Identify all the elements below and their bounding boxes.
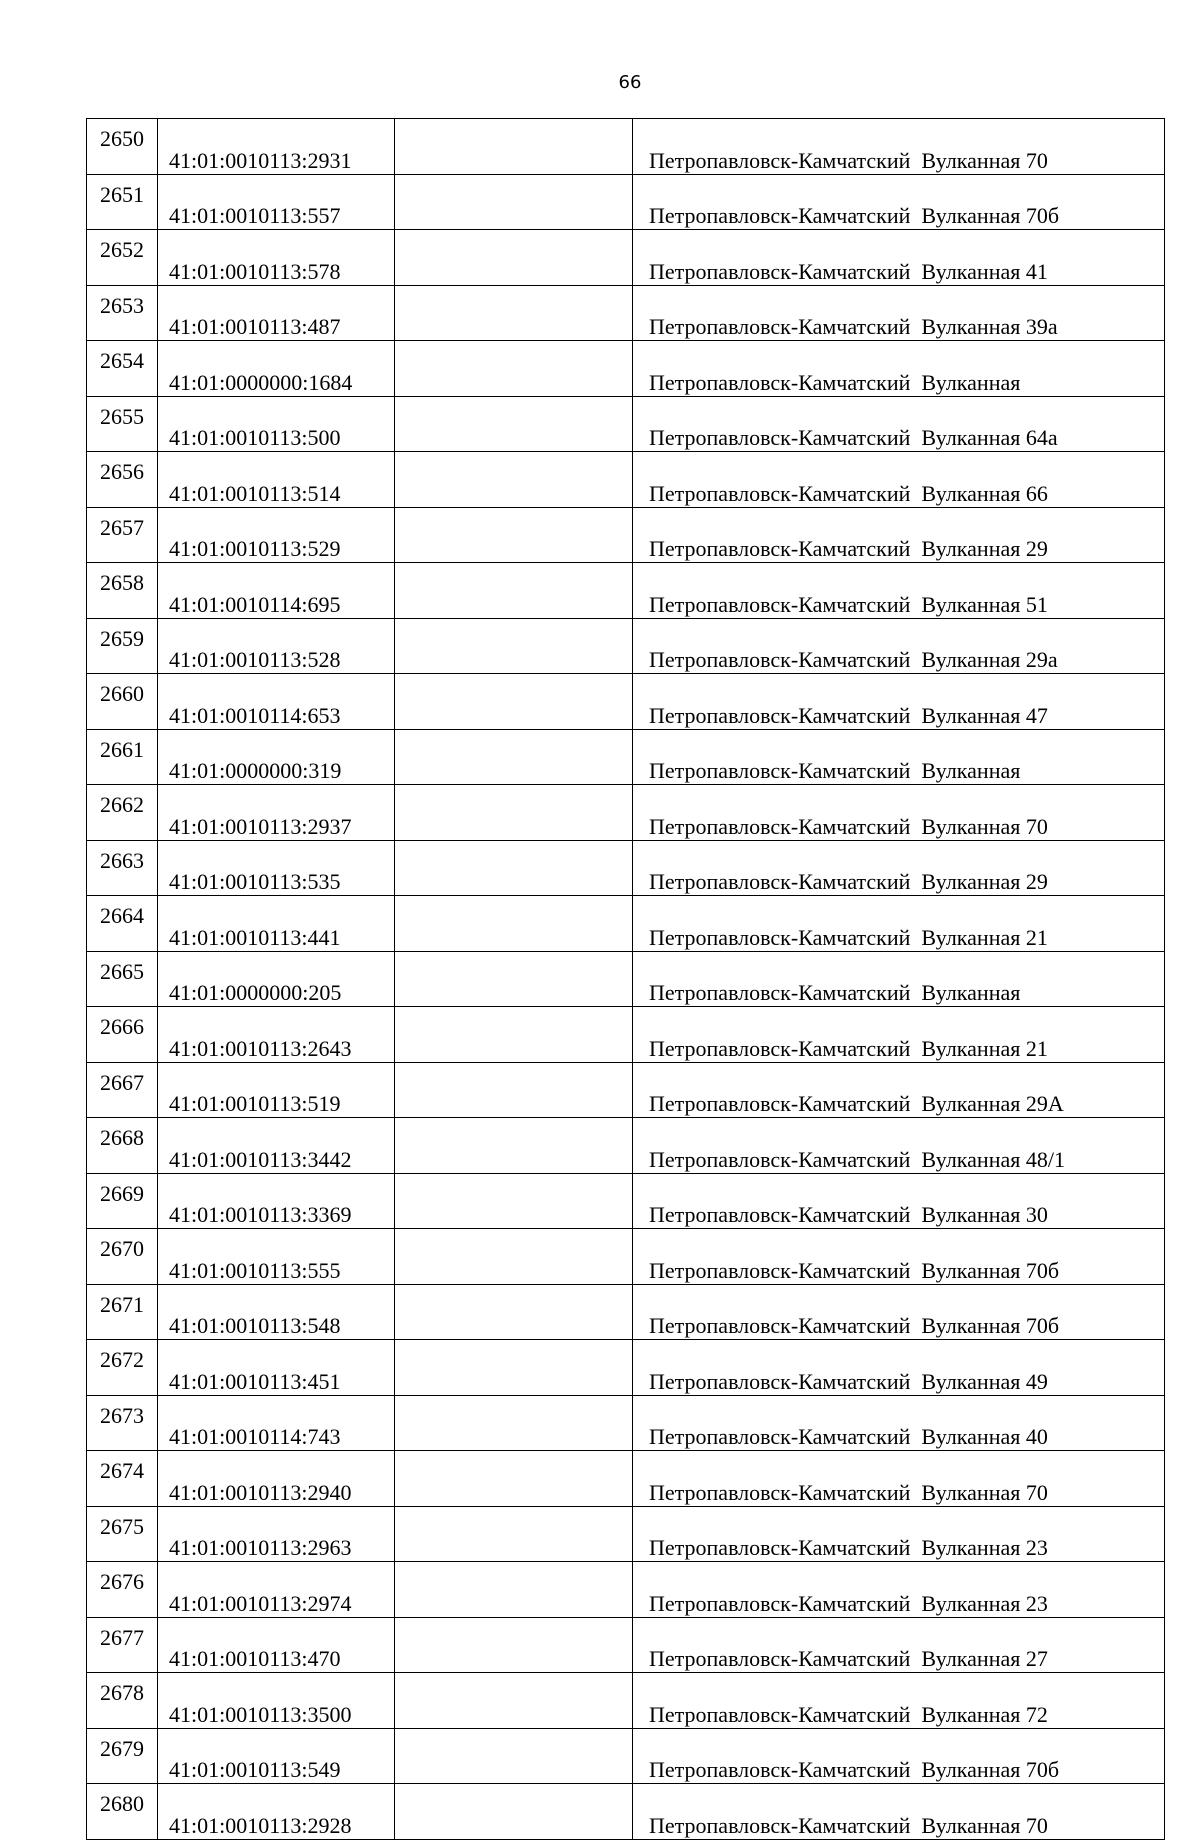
row-number-cell: 2654	[87, 341, 158, 397]
page-number: 66	[618, 72, 642, 93]
address-cell: Петропавловск-Камчатский Вулканная 21	[633, 896, 1165, 952]
row-number-cell: 2665	[87, 951, 158, 1007]
table-row	[87, 1451, 1165, 1507]
cadastral-number-cell: 41:01:0000000:1684	[158, 341, 395, 397]
cadastral-number-cell: 41:01:0010113:2974	[158, 1562, 395, 1618]
empty-cell	[395, 1229, 633, 1285]
cadastral-number-cell: 41:01:0010113:3500	[158, 1673, 395, 1729]
row-number-cell: 2678	[87, 1673, 158, 1729]
address-cell: Петропавловск-Камчатский Вулканная 70б	[633, 174, 1165, 230]
row-number-cell: 2651	[87, 174, 158, 230]
address-cell: Петропавловск-Камчатский Вулканная 29А	[633, 1062, 1165, 1118]
row-number-cell: 2658	[87, 563, 158, 619]
table-row	[87, 1118, 1165, 1174]
table-row	[87, 1728, 1165, 1784]
table-row	[87, 507, 1165, 563]
table-row	[87, 341, 1165, 397]
empty-cell	[395, 674, 633, 730]
empty-cell	[395, 1451, 633, 1507]
table-row	[87, 1673, 1165, 1729]
empty-cell	[395, 1784, 633, 1840]
row-number-cell: 2663	[87, 840, 158, 896]
empty-cell	[395, 1007, 633, 1063]
address-cell: Петропавловск-Камчатский Вулканная	[633, 341, 1165, 397]
row-number-cell: 2677	[87, 1617, 158, 1673]
table-row	[87, 1784, 1165, 1840]
cadastral-number-cell: 41:01:0010113:548	[158, 1284, 395, 1340]
empty-cell	[395, 230, 633, 286]
address-cell: Петропавловск-Камчатский Вулканная 29	[633, 840, 1165, 896]
empty-cell	[395, 951, 633, 1007]
empty-cell	[395, 341, 633, 397]
cadastral-number-cell: 41:01:0010113:2940	[158, 1451, 395, 1507]
table-row	[87, 1395, 1165, 1451]
empty-cell	[395, 452, 633, 508]
address-cell: Петропавловск-Камчатский Вулканная 51	[633, 563, 1165, 619]
table-row	[87, 174, 1165, 230]
row-number-cell: 2660	[87, 674, 158, 730]
row-number-cell: 2653	[87, 285, 158, 341]
empty-cell	[395, 1617, 633, 1673]
row-number-cell: 2680	[87, 1784, 158, 1840]
table-row	[87, 1229, 1165, 1285]
row-number-cell: 2669	[87, 1173, 158, 1229]
table-row	[87, 1617, 1165, 1673]
table-row	[87, 896, 1165, 952]
registry-table-body	[87, 119, 1165, 1840]
address-cell: Петропавловск-Камчатский Вулканная 70	[633, 1451, 1165, 1507]
empty-cell	[395, 840, 633, 896]
address-cell: Петропавловск-Камчатский Вулканная 66	[633, 452, 1165, 508]
cadastral-number-cell: 41:01:0010113:470	[158, 1617, 395, 1673]
table-row	[87, 840, 1165, 896]
table-row	[87, 1562, 1165, 1618]
address-cell: Петропавловск-Камчатский Вулканная 72	[633, 1673, 1165, 1729]
address-cell: Петропавловск-Камчатский Вулканная 23	[633, 1562, 1165, 1618]
table-row	[87, 729, 1165, 785]
empty-cell	[395, 1284, 633, 1340]
row-number-cell: 2679	[87, 1728, 158, 1784]
cadastral-number-cell: 41:01:0010113:441	[158, 896, 395, 952]
address-cell: Петропавловск-Камчатский Вулканная 49	[633, 1340, 1165, 1396]
address-cell: Петропавловск-Камчатский Вулканная 64а	[633, 396, 1165, 452]
address-cell: Петропавловск-Камчатский Вулканная 48/1	[633, 1118, 1165, 1174]
cadastral-number-cell: 41:01:0010113:451	[158, 1340, 395, 1396]
empty-cell	[395, 507, 633, 563]
row-number-cell: 2668	[87, 1118, 158, 1174]
empty-cell	[395, 174, 633, 230]
table-row	[87, 1506, 1165, 1562]
cadastral-number-cell: 41:01:0010113:549	[158, 1728, 395, 1784]
cadastral-number-cell: 41:01:0010113:529	[158, 507, 395, 563]
registry-table	[86, 118, 1165, 1840]
empty-cell	[395, 119, 633, 175]
address-cell: Петропавловск-Камчатский Вулканная 70	[633, 785, 1165, 841]
table-row	[87, 1173, 1165, 1229]
cadastral-number-cell: 41:01:0010113:528	[158, 618, 395, 674]
cadastral-number-cell: 41:01:0010113:535	[158, 840, 395, 896]
empty-cell	[395, 1506, 633, 1562]
table-row	[87, 119, 1165, 175]
cadastral-number-cell: 41:01:0010113:487	[158, 285, 395, 341]
row-number-cell: 2664	[87, 896, 158, 952]
table-row	[87, 1062, 1165, 1118]
cadastral-number-cell: 41:01:0010113:2963	[158, 1506, 395, 1562]
cadastral-number-cell: 41:01:0010113:514	[158, 452, 395, 508]
address-cell: Петропавловск-Камчатский Вулканная 29а	[633, 618, 1165, 674]
cadastral-number-cell: 41:01:0010113:2928	[158, 1784, 395, 1840]
address-cell: Петропавловск-Камчатский Вулканная 23	[633, 1506, 1165, 1562]
address-cell: Петропавловск-Камчатский Вулканная 27	[633, 1617, 1165, 1673]
row-number-cell: 2655	[87, 396, 158, 452]
address-cell: Петропавловск-Камчатский Вулканная 41	[633, 230, 1165, 286]
table-row	[87, 674, 1165, 730]
cadastral-number-cell: 41:01:0000000:205	[158, 951, 395, 1007]
row-number-cell: 2666	[87, 1007, 158, 1063]
address-cell: Петропавловск-Камчатский Вулканная 40	[633, 1395, 1165, 1451]
row-number-cell: 2667	[87, 1062, 158, 1118]
address-cell: Петропавловск-Камчатский Вулканная 47	[633, 674, 1165, 730]
cadastral-number-cell: 41:01:0010113:3442	[158, 1118, 395, 1174]
table-row	[87, 1007, 1165, 1063]
cadastral-number-cell: 41:01:0000000:319	[158, 729, 395, 785]
row-number-cell: 2674	[87, 1451, 158, 1507]
cadastral-number-cell: 41:01:0010114:743	[158, 1395, 395, 1451]
table-row	[87, 285, 1165, 341]
row-number-cell: 2659	[87, 618, 158, 674]
table-row	[87, 230, 1165, 286]
empty-cell	[395, 1173, 633, 1229]
empty-cell	[395, 1395, 633, 1451]
cadastral-number-cell: 41:01:0010114:653	[158, 674, 395, 730]
address-cell: Петропавловск-Камчатский Вулканная 70б	[633, 1229, 1165, 1285]
cadastral-number-cell: 41:01:0010113:519	[158, 1062, 395, 1118]
empty-cell	[395, 1673, 633, 1729]
address-cell: Петропавловск-Камчатский Вулканная 70	[633, 1784, 1165, 1840]
row-number-cell: 2675	[87, 1506, 158, 1562]
row-number-cell: 2656	[87, 452, 158, 508]
table-row	[87, 1340, 1165, 1396]
address-cell: Петропавловск-Камчатский Вулканная	[633, 951, 1165, 1007]
row-number-cell: 2657	[87, 507, 158, 563]
table-row	[87, 563, 1165, 619]
empty-cell	[395, 729, 633, 785]
table-row	[87, 452, 1165, 508]
cadastral-number-cell: 41:01:0010113:555	[158, 1229, 395, 1285]
empty-cell	[395, 563, 633, 619]
row-number-cell: 2650	[87, 119, 158, 175]
empty-cell	[395, 396, 633, 452]
empty-cell	[395, 1118, 633, 1174]
row-number-cell: 2662	[87, 785, 158, 841]
row-number-cell: 2676	[87, 1562, 158, 1618]
cadastral-number-cell: 41:01:0010114:695	[158, 563, 395, 619]
address-cell: Петропавловск-Камчатский Вулканная	[633, 729, 1165, 785]
cadastral-number-cell: 41:01:0010113:2931	[158, 119, 395, 175]
table-row	[87, 951, 1165, 1007]
row-number-cell: 2671	[87, 1284, 158, 1340]
table-row	[87, 1284, 1165, 1340]
empty-cell	[395, 1728, 633, 1784]
row-number-cell: 2670	[87, 1229, 158, 1285]
empty-cell	[395, 618, 633, 674]
cadastral-number-cell: 41:01:0010113:500	[158, 396, 395, 452]
table-row	[87, 785, 1165, 841]
address-cell: Петропавловск-Камчатский Вулканная 29	[633, 507, 1165, 563]
cadastral-number-cell: 41:01:0010113:2937	[158, 785, 395, 841]
empty-cell	[395, 1340, 633, 1396]
address-cell: Петропавловск-Камчатский Вулканная 39а	[633, 285, 1165, 341]
row-number-cell: 2672	[87, 1340, 158, 1396]
address-cell: Петропавловск-Камчатский Вулканная 70б	[633, 1728, 1165, 1784]
row-number-cell: 2673	[87, 1395, 158, 1451]
address-cell: Петропавловск-Камчатский Вулканная 70б	[633, 1284, 1165, 1340]
cadastral-number-cell: 41:01:0010113:557	[158, 174, 395, 230]
row-number-cell: 2661	[87, 729, 158, 785]
row-number-cell: 2652	[87, 230, 158, 286]
address-cell: Петропавловск-Камчатский Вулканная 70	[633, 119, 1165, 175]
cadastral-number-cell: 41:01:0010113:3369	[158, 1173, 395, 1229]
cadastral-number-cell: 41:01:0010113:578	[158, 230, 395, 286]
table-row	[87, 396, 1165, 452]
empty-cell	[395, 1562, 633, 1618]
address-cell: Петропавловск-Камчатский Вулканная 21	[633, 1007, 1165, 1063]
empty-cell	[395, 896, 633, 952]
empty-cell	[395, 285, 633, 341]
empty-cell	[395, 1062, 633, 1118]
table-row	[87, 618, 1165, 674]
empty-cell	[395, 785, 633, 841]
cadastral-number-cell: 41:01:0010113:2643	[158, 1007, 395, 1063]
address-cell: Петропавловск-Камчатский Вулканная 30	[633, 1173, 1165, 1229]
